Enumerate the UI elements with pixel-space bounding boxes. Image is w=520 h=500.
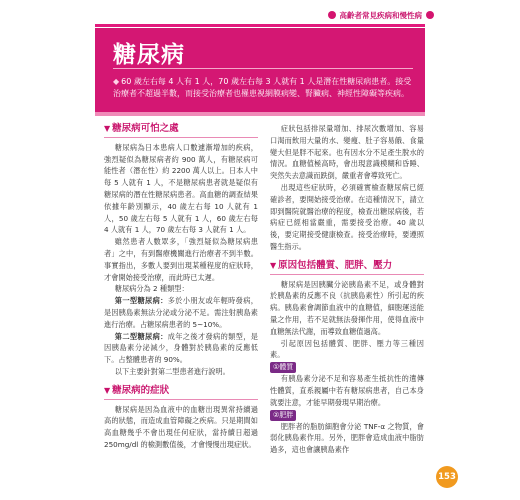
paragraph: 肥胖者的脂肪細胞會分泌 TNF-α 之物質，會弱化胰島素作用。另外，肥胖會造成血液中脂肪過多，這也會讓胰島素作 <box>270 421 424 455</box>
page-number: 153 <box>436 466 458 488</box>
paragraph: 糖尿病為日本患病人口數遽漸增加的疾病，強烈疑似為糖尿病者約 900 萬人，有糖尿病可能性者（潛在性）約 2200 萬人以上。日本人中每 5 人就有 1 人，不是糖尿病患者就是疑似有糖尿病的潛在性糖尿病患者。高血糖的調查結果依據年齡別顯示，40 歲左右每 10 人就有 1 人，50 歲左右每 5 人就有 1 人，60 歲左右每 4 人就有 1 人，70 歲左右每 3 人就有 1 人。 <box>104 142 258 235</box>
page-title: 糖尿病 <box>113 41 185 68</box>
left-column <box>104 123 258 451</box>
intro-body: 60 歲左右每 4 人有 1 人，70 歲左右每 3 人就有 1 人是潛在性糖尿病患者。接受治療者不超過半數，而接受治療者也罹患視網膜病變、腎臟病、神經性障礙等疾病。 <box>113 77 412 98</box>
tag-dot-icon <box>426 11 434 19</box>
type1-text: 多於小朋友或年輕時發病，是因胰島素無法分泌或分泌不足。需注射胰島素進行治療。占糖尿病患者的 5~10%。 <box>104 296 258 329</box>
paragraph: 糖尿病是因為血液中的血糖出現異常持續過高的狀態，而造成血管障礙之疾病。只是期間如高血糖幾乎不會出現任何症狀，當持續日超過 250mg/dl 的檢測數值後，才會慢慢出現症狀。 <box>104 404 258 449</box>
type-item <box>104 331 258 366</box>
intro-text <box>113 76 413 100</box>
diamond-icon: ◆ <box>113 77 120 86</box>
paragraph: 糖尿病是因胰臟分泌胰島素不足，或身體對於胰島素的反應不良（抗胰島素性）所引起的疾病。胰島素會調節血液中的血糖值，細胞運送能量之作用，若不足就無法發揮作用，使得血液中血糖無法代謝，而導致血糖值過高。 <box>270 279 424 336</box>
title-divider <box>113 68 413 69</box>
title-banner <box>95 28 425 116</box>
type1-label: 第一型糖尿病： <box>114 296 168 306</box>
section-heading <box>104 123 258 138</box>
section-heading-text: 原因包括體質、肥胖、壓力 <box>278 259 393 271</box>
triangle-icon: ▼ <box>270 259 277 270</box>
subheading <box>270 409 424 421</box>
right-column <box>270 123 424 456</box>
subheading-label: ①體質 <box>270 362 296 373</box>
type2-text: 成年之後才發病的類型，是因胰島素分泌減少，身體對於胰島素的反應低下。占整體患者的 90%。 <box>104 331 258 365</box>
paragraph: 以下主要針對第二型患者進行說明。 <box>114 366 230 376</box>
paragraph: 糖尿病分為 2 種類型： <box>114 284 189 294</box>
triangle-icon: ▼ <box>104 123 111 133</box>
section-tag-text: 高齡者常見疾病和慢性病 <box>339 10 422 20</box>
section-tag <box>324 8 439 22</box>
paragraph: 雖然患者人數眾多，「強烈疑似為糖尿病患者」之中，有到醫療機關進行治療者不到半數。事實指出，多數人要到出現某種程度的症狀時，才會開始接受治療，而此時已太遲。 <box>104 237 258 282</box>
tag-dot-icon <box>328 11 336 19</box>
type-item <box>104 295 258 330</box>
paragraph: 出現這些症狀時，必須確實檢查糖尿病已經確診者，要開始接受治療。在這種情況下，請立即到醫院就醫治療的程度，檢查出糖尿病後，若病症已經相當嚴重，需要接受治療。40 歲以後，要定期接受健康檢查。接受治療時，要遵照醫生指示。 <box>270 182 424 251</box>
paragraph: 症狀包括排尿量增加、排尿次數增加、容易口渴而飲用大量的水、變瘦、肚子容易餓、食量變大但是胖不起來。也有因水分不足產生脫水的情況。血糖值極高時，會出現意識模糊和昏睡、突然失去意識而跌倒，嚴重者會導致死亡。 <box>270 124 424 181</box>
section-heading <box>270 260 424 275</box>
subheading <box>270 361 424 373</box>
type2-label: 第二型糖尿病： <box>114 331 168 341</box>
subheading-label: ②肥胖 <box>270 410 296 421</box>
section-heading-text: 糖尿病的症狀 <box>112 384 170 396</box>
section-heading <box>104 385 258 400</box>
header-strip <box>95 24 425 27</box>
paragraph: 引起原因包括體質、肥胖、壓力等三種因素。 <box>270 338 424 360</box>
section-heading-text: 糖尿病可怕之處 <box>112 123 179 134</box>
triangle-icon: ▼ <box>104 384 111 395</box>
paragraph: 有胰島素分泌不足和容易產生抵抗性的遺傳性體質，直系親屬中若有糖尿病患者，自己本身就要注意，才能早期發現早期治療。 <box>270 374 424 407</box>
